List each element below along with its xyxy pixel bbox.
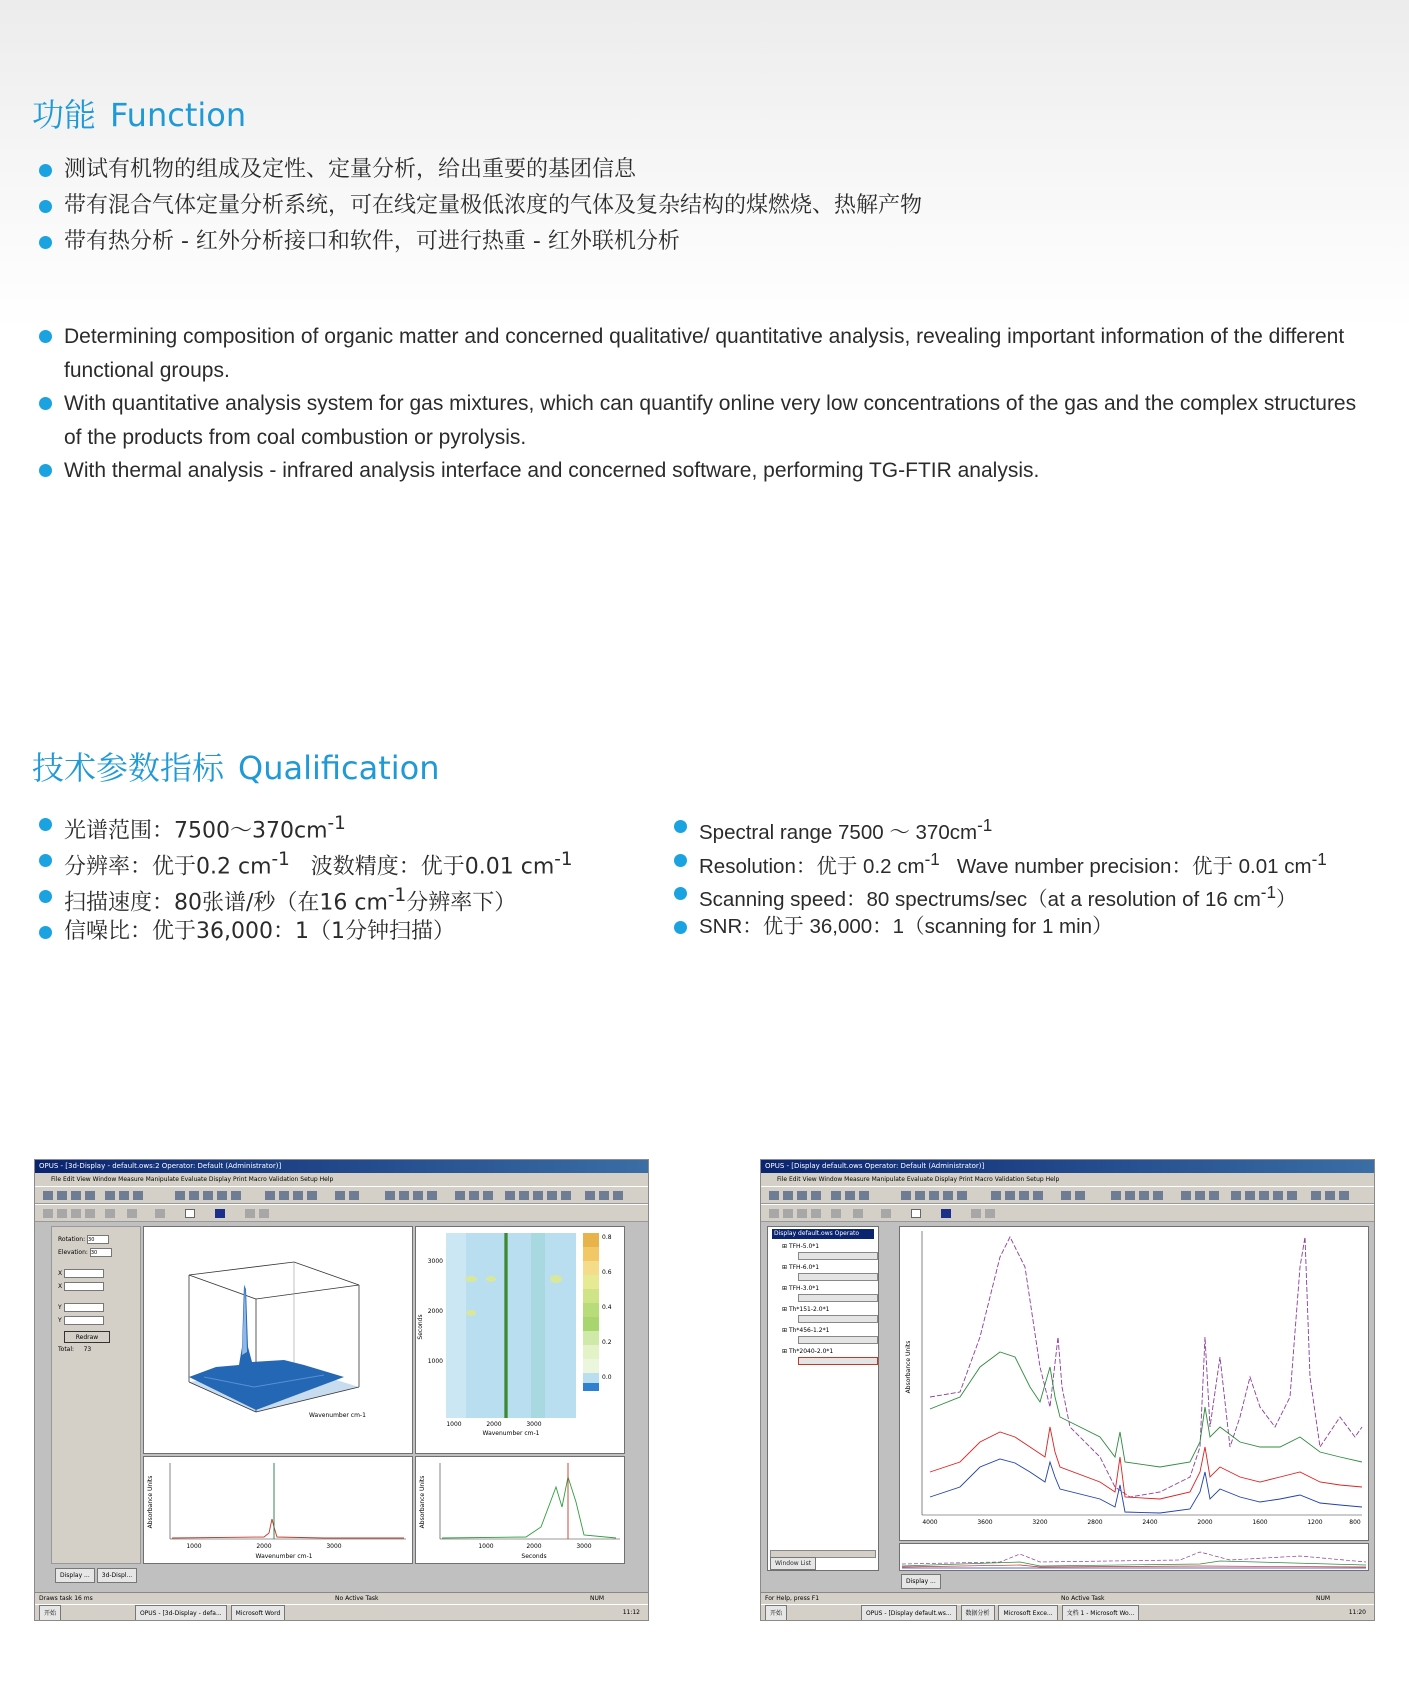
spectra-plot xyxy=(900,1227,1368,1540)
status-bar: For Help, press F1 No Active Task NUM xyxy=(761,1592,1374,1604)
svg-text:0.8: 0.8 xyxy=(602,1234,612,1241)
list-item: Determining composition of organic matter and concerned qualitative/ quantitative analysis, revealing important information of the different functional groups. xyxy=(33,320,1373,387)
list-item: 光谱范围：$7500\sim 370cm^{-1}$ xyxy=(33,806,673,842)
function-list-en xyxy=(33,320,1373,488)
bullet-icon xyxy=(39,330,52,343)
menu-bar[interactable]: File Edit View Window Measure Manipulate Evaluate Display Print Macro Validation Setup Help xyxy=(761,1173,1374,1186)
svg-text:Seconds: Seconds xyxy=(417,1314,424,1340)
svg-text:3000: 3000 xyxy=(427,1258,443,1265)
list-item: 带有混合气体定量分析系统，可在线定量极低浓度的气体及复杂结构的煤燃烧、热解产物 xyxy=(33,188,1373,224)
taskbar[interactable] xyxy=(761,1604,1374,1620)
svg-text:2400: 2400 xyxy=(1142,1519,1158,1526)
spectrum-plot xyxy=(144,1457,412,1563)
surface-xlabel: Wavenumber cm-1 xyxy=(309,1412,366,1419)
svg-text:2800: 2800 xyxy=(1087,1519,1103,1526)
list-item: Resolution：优于 0.2 $cm^{-1}$ Wave number precision：优于 0.01 $cm^{-1}$ xyxy=(668,843,1388,877)
time-trace-panel xyxy=(415,1456,625,1564)
start-button[interactable]: 开始 xyxy=(765,1605,787,1621)
rotation-input[interactable]: 30 xyxy=(87,1235,109,1244)
function-heading xyxy=(32,90,246,136)
spec-list-en xyxy=(668,809,1388,943)
status-bar: Draws task 16 ms No Active Task NUM xyxy=(35,1592,648,1604)
svg-text:1000: 1000 xyxy=(186,1543,202,1550)
tree-item[interactable]: ⊞ TFH-5.0*1 xyxy=(772,1242,874,1260)
browser-tree-panel xyxy=(767,1226,879,1571)
list-item: With quantitative analysis system for gas mixtures, which can quantify online very low concentrations of the gas and the complex structures of the products from coal combustion or pyrolysis. xyxy=(33,387,1373,454)
spec-list-cn xyxy=(33,806,673,950)
bullet-icon xyxy=(39,397,52,410)
surface-plot-panel xyxy=(143,1226,413,1454)
svg-text:0.0: 0.0 xyxy=(602,1374,612,1381)
svg-text:0.6: 0.6 xyxy=(602,1269,612,1276)
taskbar-item-excel[interactable]: Microsoft Exce... xyxy=(998,1605,1057,1621)
screenshot-3d-display xyxy=(34,1159,649,1621)
svg-text:0.4: 0.4 xyxy=(602,1304,612,1311)
svg-text:Absorbance Units: Absorbance Units xyxy=(419,1475,426,1529)
bullet-icon xyxy=(39,818,52,831)
tree-item[interactable]: ⊞ Th*456-1.2*1 xyxy=(772,1326,874,1344)
toolbar-secondary[interactable] xyxy=(761,1204,1374,1222)
bullet-icon xyxy=(39,200,52,213)
start-button[interactable]: 开始 xyxy=(39,1605,61,1621)
document-tabs[interactable] xyxy=(901,1574,943,1587)
svg-text:2000: 2000 xyxy=(486,1421,502,1428)
qualification-heading xyxy=(32,743,440,789)
svg-text:3000: 3000 xyxy=(576,1543,592,1550)
svg-text:1200: 1200 xyxy=(1307,1519,1323,1526)
tree-item[interactable]: ⊞ TFH-6.0*1 xyxy=(772,1263,874,1281)
svg-text:1000: 1000 xyxy=(446,1421,462,1428)
svg-text:3200: 3200 xyxy=(1032,1519,1048,1526)
list-item: Scanning speed：80 spectrums/sec（at a resolution of 16 $cm^{-1}$） xyxy=(668,876,1388,910)
contour-map-panel xyxy=(415,1226,625,1454)
svg-text:Absorbance Units: Absorbance Units xyxy=(147,1475,154,1529)
function-list-cn xyxy=(33,152,1373,260)
svg-text:2000: 2000 xyxy=(526,1543,542,1550)
qualification-title-en: Qualification xyxy=(238,749,440,787)
svg-text:4000: 4000 xyxy=(922,1519,938,1526)
bullet-icon xyxy=(674,887,687,900)
tab-3d-display[interactable]: 3d-Displ... xyxy=(97,1568,137,1583)
overview-plot xyxy=(900,1544,1368,1570)
list-item: 信噪比：优于36,000：1（1分钟扫描） xyxy=(33,914,673,950)
toolbar-main[interactable] xyxy=(761,1186,1374,1204)
list-item: 扫描速度：80张谱/秒（在16 $cm^{-1}$分辨率下） xyxy=(33,878,673,914)
window-list-tab[interactable]: Window List xyxy=(770,1557,816,1570)
svg-text:1600: 1600 xyxy=(1252,1519,1268,1526)
contour-map xyxy=(416,1227,624,1453)
time-trace-plot xyxy=(416,1457,624,1563)
taskbar-item-analysis[interactable]: 数据分析 xyxy=(961,1605,995,1621)
svg-text:2000: 2000 xyxy=(1197,1519,1213,1526)
svg-text:800: 800 xyxy=(1349,1519,1361,1526)
list-item: 分辨率：优于0.2 $cm^{-1}$ 波数精度：优于0.01 $cm^{-1}$ xyxy=(33,842,673,878)
control-panel: Rotation: 30 Elevation: 30 X X Y Y Redraw Total: 73 xyxy=(51,1226,141,1564)
x-end-input[interactable] xyxy=(64,1282,104,1291)
clock: 11:12 xyxy=(622,1609,640,1616)
svg-text:Absorbance Units: Absorbance Units xyxy=(905,1340,912,1394)
function-title-en: Function xyxy=(110,96,247,134)
redraw-button[interactable]: Redraw xyxy=(64,1331,110,1343)
tree-item[interactable]: ⊞ TFH-3.0*1 xyxy=(772,1284,874,1302)
svg-text:3000: 3000 xyxy=(326,1543,342,1550)
bullet-icon xyxy=(674,820,687,833)
function-title-cn: 功能 xyxy=(32,96,97,134)
bullet-icon xyxy=(39,164,52,177)
tab-display[interactable]: Display ... xyxy=(901,1574,941,1589)
taskbar-item-word[interactable]: Microsoft Word xyxy=(231,1605,286,1621)
taskbar-item-opus[interactable]: OPUS - [3d-Display - defa... xyxy=(135,1605,227,1621)
qualification-title-cn: 技术参数指标 xyxy=(32,749,225,787)
elevation-input[interactable]: 30 xyxy=(90,1248,112,1257)
svg-text:2000: 2000 xyxy=(256,1543,272,1550)
document-tabs[interactable] xyxy=(55,1568,139,1581)
tree-item[interactable]: ⊞ Th*2040-2.0*1 xyxy=(772,1347,874,1365)
tab-display[interactable]: Display ... xyxy=(55,1568,95,1583)
svg-text:Wavenumber cm-1: Wavenumber cm-1 xyxy=(255,1553,313,1560)
clock: 11:20 xyxy=(1348,1609,1366,1616)
toolbar-secondary[interactable] xyxy=(35,1204,648,1222)
svg-text:0.2: 0.2 xyxy=(602,1339,612,1346)
svg-text:1000: 1000 xyxy=(478,1543,494,1550)
svg-text:Seconds: Seconds xyxy=(521,1553,547,1560)
taskbar[interactable] xyxy=(35,1604,648,1620)
list-item: 带有热分析 - 红外分析接口和软件，可进行热重 - 红外联机分析 xyxy=(33,224,1373,260)
svg-text:2000: 2000 xyxy=(427,1308,443,1315)
window-title-bar: OPUS - [Display default.ows Operator: Default (Administrator)] xyxy=(761,1160,1374,1173)
list-item: Spectral range 7500 ～ $370cm^{-1}$ xyxy=(668,809,1388,843)
svg-text:1000: 1000 xyxy=(427,1358,443,1365)
bullet-icon xyxy=(39,926,52,939)
list-item: With thermal analysis - infrared analysis interface and concerned software, performing TG-FTIR analysis. xyxy=(33,454,1373,488)
bullet-icon xyxy=(39,464,52,477)
screenshot-display xyxy=(760,1159,1375,1621)
list-item: 测试有机物的组成及定性、定量分析，给出重要的基团信息 xyxy=(33,152,1373,188)
bullet-icon xyxy=(39,236,52,249)
bullet-icon xyxy=(674,854,687,867)
tree-item[interactable]: ⊞ Th*151-2.0*1 xyxy=(772,1305,874,1323)
menu-bar[interactable]: File Edit View Window Measure Manipulate Evaluate Display Print Macro Validation Setup Help xyxy=(35,1173,648,1186)
spectrum-panel xyxy=(143,1456,413,1564)
y-start-input[interactable] xyxy=(64,1303,104,1312)
bullet-icon xyxy=(39,854,52,867)
y-end-input[interactable] xyxy=(64,1316,104,1325)
toolbar-main[interactable] xyxy=(35,1186,648,1204)
overview-panel xyxy=(899,1543,1369,1571)
svg-text:Wavenumber cm-1: Wavenumber cm-1 xyxy=(482,1430,540,1437)
list-item: SNR：优于 36,000：1（scanning for 1 min） xyxy=(668,910,1388,944)
x-start-input[interactable] xyxy=(64,1269,104,1278)
bullet-icon xyxy=(674,921,687,934)
svg-text:3600: 3600 xyxy=(977,1519,993,1526)
bullet-icon xyxy=(39,890,52,903)
spectra-panel xyxy=(899,1226,1369,1541)
tree-root[interactable]: Display default.ows Operato xyxy=(772,1229,874,1239)
taskbar-item-word[interactable]: 文档 1 - Microsoft Wo... xyxy=(1062,1605,1140,1621)
window-title-bar: OPUS - [3d-Display - default.ows:2 Operator: Default (Administrator)] xyxy=(35,1160,648,1173)
surface-plot xyxy=(144,1227,412,1453)
taskbar-item-opus[interactable]: OPUS - [Display default.ws... xyxy=(861,1605,957,1621)
svg-text:3000: 3000 xyxy=(526,1421,542,1428)
